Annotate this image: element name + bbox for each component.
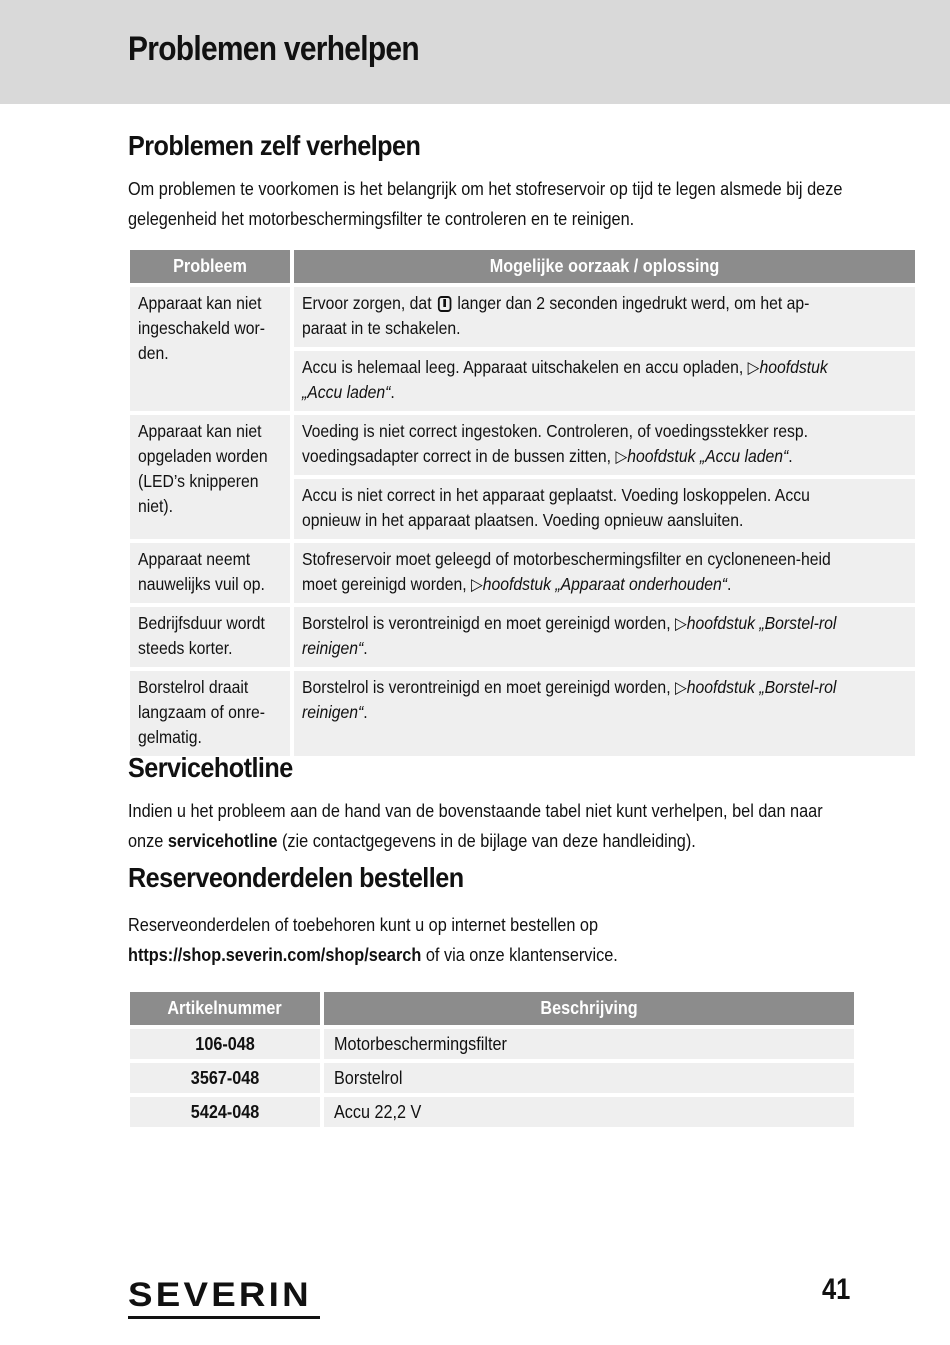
solution-pre: Accu is niet correct in het apparaat geplaatst. Voeding loskoppelen. Accu opnieuw in het apparaat plaatsen. Voeding opnieuw aansluiten. <box>302 485 810 530</box>
period: . <box>788 446 793 466</box>
description-cell <box>324 1029 854 1059</box>
problem-line: nauwelijks vuil op. <box>138 574 265 594</box>
problem-line: Apparaat neemt <box>138 549 251 569</box>
problem-line: ingeschakeld wor- <box>138 318 265 338</box>
problem-line: Apparaat kan niet <box>138 293 262 313</box>
triangle-arrow-icon: ▷ <box>674 614 687 633</box>
chapter-reference[interactable]: hoofdstuk „Borstel-rol reinigen“ <box>302 613 837 658</box>
power-icon <box>438 296 452 312</box>
table-row <box>130 1097 854 1127</box>
problem-cell <box>130 607 290 667</box>
column-header-description: Beschrijving <box>324 992 854 1025</box>
section-title-troubleshooting: Problemen zelf verhelpen <box>128 130 421 161</box>
solution-post: langer dan 2 seconden ingedrukt werd, om het ap-paraat in te schakelen. <box>302 293 810 338</box>
column-header-article-number: Artikelnummer <box>130 992 320 1025</box>
solution-pre: Stofreservoir moet geleegd of motorbeschermingsfilter en cycloneneen-heid moet gereinigd worden, <box>302 549 831 594</box>
period: . <box>363 638 368 658</box>
spare-parts-paragraph: Reserveonderdelen of toebehoren kunt u op internet bestellen op https://shop.severin.com/shop/search of via onze klantenservice. <box>128 915 618 965</box>
problem-line: Borstelrol draait <box>138 677 249 697</box>
table-row <box>130 671 915 756</box>
solution-text <box>302 483 847 533</box>
table-row <box>130 287 915 347</box>
description-cell <box>324 1097 854 1127</box>
description: Accu 22,2 V <box>334 1101 422 1122</box>
solution-cell <box>294 543 915 603</box>
solution-text <box>302 611 847 661</box>
solution-text <box>302 547 847 597</box>
period: . <box>363 702 368 722</box>
table-row <box>130 415 915 475</box>
intro-paragraph: Om problemen te voorkomen is het belangrijk om het stofreservoir op tijd te legen alsmede bij deze gelegenheid het motorbeschermingsfilter te controleren en te reinigen. <box>128 179 843 229</box>
section-title-servicehotline: Servicehotline <box>128 752 293 783</box>
shop-link[interactable]: https://shop.severin.com/shop/search <box>128 945 422 965</box>
page-title: Problemen verhelpen <box>128 30 419 68</box>
description-cell <box>324 1063 854 1093</box>
section-title-spare-parts: Reserveonderdelen bestellen <box>128 862 464 893</box>
chapter-reference[interactable]: hoofdstuk „Accu laden“ <box>627 446 789 466</box>
table-row <box>130 1029 854 1059</box>
description: Motorbeschermingsfilter <box>334 1033 507 1054</box>
solution-pre: Voeding is niet correct ingestoken. Controleren, of voedingsstekker resp. voedingsadapter correct in de bussen zitten, <box>302 421 809 466</box>
table-row <box>130 1063 854 1093</box>
troubleshooting-table <box>126 246 919 760</box>
article-number-cell <box>130 1097 320 1127</box>
severin-logo: SEVERIN <box>128 1276 320 1319</box>
solution-pre: Ervoor zorgen, dat <box>302 293 436 313</box>
triangle-arrow-icon: ▷ <box>470 575 483 594</box>
column-header-cause: Mogelijke oorzaak / oplossing <box>294 250 915 283</box>
column-header-problem: Probleem <box>130 250 290 283</box>
problem-line: steeds korter. <box>138 638 233 658</box>
description: Borstelrol <box>334 1067 403 1088</box>
triangle-arrow-icon: ▷ <box>674 678 687 697</box>
servicehotline-paragraph: Indien u het probleem aan de hand van de bovenstaande tabel niet kunt verhelpen, bel dan naar onze servicehotline (zie contactgegevens in de bijlage van deze handleiding). <box>128 801 823 851</box>
solution-text <box>302 355 847 405</box>
article-number-cell <box>130 1029 320 1059</box>
solution-text <box>302 291 847 341</box>
period: . <box>390 382 395 402</box>
triangle-arrow-icon: ▷ <box>747 358 760 377</box>
problem-cell <box>130 671 290 756</box>
solution-pre: Borstelrol is verontreinigd en moet gereinigd worden, <box>302 677 675 697</box>
parts-table <box>126 988 858 1131</box>
problem-cell <box>130 415 290 539</box>
problem-line: gelmatig. <box>138 727 202 747</box>
problem-line: Bedrijfsduur wordt <box>138 613 265 633</box>
article-number: 106-048 <box>195 1033 255 1054</box>
problem-cell <box>130 543 290 603</box>
solution-cell <box>294 351 915 411</box>
solution-cell <box>294 671 915 756</box>
solution-pre: Accu is helemaal leeg. Apparaat uitschakelen en accu opladen, <box>302 357 748 377</box>
solution-cell <box>294 479 915 539</box>
solution-text <box>302 675 847 725</box>
article-number: 5424-048 <box>190 1101 260 1122</box>
article-number: 3567-048 <box>190 1067 260 1088</box>
article-number-cell <box>130 1063 320 1093</box>
triangle-arrow-icon: ▷ <box>615 447 628 466</box>
problem-cell <box>130 287 290 411</box>
solution-pre: Borstelrol is verontreinigd en moet gereinigd worden, <box>302 613 675 633</box>
table-row <box>130 543 915 603</box>
solution-cell <box>294 287 915 347</box>
period: . <box>727 574 732 594</box>
solution-cell <box>294 607 915 667</box>
chapter-reference[interactable]: hoofdstuk „Borstel-rol reinigen“ <box>302 677 837 722</box>
problem-line: den. <box>138 343 169 363</box>
solution-text <box>302 419 847 469</box>
chapter-reference[interactable]: hoofdstuk „Apparaat onderhouden“ <box>482 574 728 594</box>
problem-line: Apparaat kan niet <box>138 421 262 441</box>
page-number: 41 <box>822 1273 851 1306</box>
chapter-reference[interactable]: hoofdstuk „Accu laden“ <box>302 357 828 402</box>
problem-line: (LED’s knipperen <box>138 471 259 491</box>
problem-line: langzaam of onre- <box>138 702 265 722</box>
table-row <box>130 607 915 667</box>
problem-line: opgeladen worden <box>138 446 268 466</box>
solution-cell <box>294 415 915 475</box>
problem-line: niet). <box>138 496 174 516</box>
